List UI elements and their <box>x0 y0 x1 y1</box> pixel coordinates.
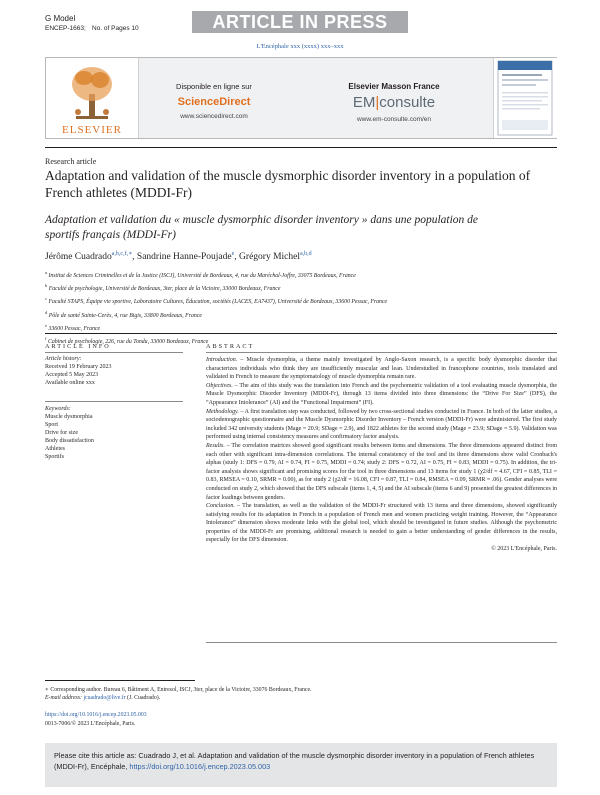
sciencedirect-box <box>139 58 289 138</box>
em-consulte-box <box>304 58 484 138</box>
keyword-item: Drive for size <box>45 430 78 436</box>
abstract-end-rule <box>206 642 557 643</box>
title-block-rule <box>45 333 557 334</box>
keyword-item: Muscle dysmorphia <box>45 414 93 420</box>
author-affil-marks[interactable]: a,b,c,f,∗ <box>111 251 133 257</box>
keyword-item: Body dissatisfaction <box>45 438 94 444</box>
affiliation-list <box>45 268 565 347</box>
email-link[interactable]: jcuadrado@live.fr <box>83 695 126 701</box>
article-in-press-banner: ARTICLE IN PRESS <box>192 11 408 33</box>
abstract-rule <box>206 352 557 353</box>
abstract-section: Introduction. – Muscle dysmorphia, a theme mainly investigated by Anglo-Saxon research, is a specific body dysmorphic disorder that characterizes individuals who think they are insufficiently muscular and lean. Understudied in francophone countries, tools translated and validated in French to measure the symptomatology of muscle dysmorphia remain rare. <box>206 357 557 381</box>
elsevier-logo-box <box>46 58 139 138</box>
article-info-rule <box>45 401 183 402</box>
email-suffix: (J. Cuadrado). <box>125 695 161 701</box>
journal-line: L'Encéphale xxx (xxxx) xxx–xxx <box>256 43 344 50</box>
article-title: Adaptation and validation of the muscle dysmorphic disorder inventory in a population of French athletes (MDDI-Fr) <box>45 168 531 200</box>
em-consulte-logo <box>304 94 484 111</box>
author-name[interactable]: Jérôme Cuadrado <box>45 252 112 263</box>
keyword-item: Sport <box>45 422 59 428</box>
email-line <box>45 695 160 701</box>
publisher-banner <box>45 57 557 139</box>
abstract-body <box>206 356 557 554</box>
email-label: E-mail address: <box>45 695 84 701</box>
affiliation-item: $^b$ Faculté de psychologie, Université de Bordeaux, 3ter, place de la Victoire, 33000 Bordeaux, France <box>45 283 281 293</box>
elsevier-tree-icon <box>68 64 116 122</box>
abstract-heading: ABSTRACT <box>206 343 255 350</box>
page-count: No. of Pages 10 <box>92 25 139 32</box>
copyright-line: © 2023 L'Encéphale, Paris. <box>491 546 557 553</box>
article-ref: ENCEP-1663; <box>45 25 86 32</box>
em-logo-left: EM <box>352 94 376 111</box>
abstract-section: Objectives. – The aim of this study was the translation into French and the psychometric validation of a tool evaluating muscle dysmorphia, the Muscle Dysmorphic Disorder Inventory (MDDI-Fr), through 13 items divided into three dimensions: the “Drive For Size” (DFS), the “Appearance Intolerance” (AI) and the “Functional Impairment” (FI). <box>206 382 557 406</box>
article-info-heading: ARTICLE INFO <box>45 343 111 350</box>
abstract-section: Conclusion. – The translation, as well as the validation of the MDDI-Fr structured with 13 items and three dimensions, showed significantly satisfying results for its adaptation in French in a population of French men and women practicing weight training. However, the “Appearance Intolerance” dimension shows moderate links with the global tool, which should be investigated in future studies. Although the psychometric properties of the MDDI-Fr are promising, additional research is needed to gain a better understanding of gender differences in the results, especially for the DFS dimension. <box>206 503 557 544</box>
journal-cover-thumbnail <box>493 58 557 138</box>
author-name[interactable]: Sandrine Hanne-Poujade <box>136 252 232 263</box>
history-item: Available online xxx <box>45 380 95 386</box>
author-list: Jérôme Cuadrado$^{a,b,c,f,∗}$, Sandrine Hanne-Poujade$^e$, Grégory Michel$^{a,b,d}$ <box>45 251 312 263</box>
history-item: Accepted 5 May 2023 <box>45 372 99 378</box>
citation-text: Please cite this article as: Cuadrado J, et al. Adaptation and validation of the muscle dysmorphic disorder inventory in a population of French athletes (MDDI-Fr), Encéphale, <box>54 751 535 771</box>
abstract-section: Results. – The correlation matrices showed good significant results between items and dimensions. The three dimensions appeared distinct from each other with significant intra-dimension correlations. The internal consistency of the tool and its three dimensions show valid Cronbach's alphas (study 1: DFS = 0.79, AI = 0.74, FI = 0.75, MDDI = 0.74; study 2: DFS = 0.72, AI = 0.75, FI = 0.83, MDDI = 0.75). In addition, the tri-factor analysis shows significant and promising scores for the tool in three dimensions and 13 items for study 1 (χ2/df = 4.67, CFI = 0.85, TLI = 0.83, RMSEA = 0.10, SRMR = 0.00), as for study 2 (χ2/df = 16.08, CFI = 0.87, TLI = 0.84, RMSEA = 0.09, SRMR = .06). Gender analyses were conducted on study 2, which showed that the DFS subscale (items 1, 4, 5) and the AI subscale (items 6 and 9) presented the greatest differences in factor loadings between genders. <box>206 442 557 501</box>
publisher-name: Elsevier Masson France <box>348 82 440 91</box>
header-rule <box>45 147 557 148</box>
author-affil-marks[interactable]: a,b,d <box>300 251 312 257</box>
author-name[interactable]: Grégory Michel <box>239 252 300 263</box>
em-logo-right: consulte <box>379 94 436 111</box>
affiliation-item: $^d$ Pôle de santé Sainte-Cerès, 4, rue Bigis, 33800 Bordeaux, France <box>45 309 202 319</box>
keyword-item: Athletes <box>45 446 65 452</box>
affiliation-item: $^a$ Institut de Sciences Criminelles et de la Justice (ISCJ), Université de Bordeaux, 4, rue du Maréchal-Joffre, 33075 Bordeaux, France <box>45 270 356 279</box>
doi-link[interactable]: https://doi.org/10.1016/j.encep.2023.05.003 <box>45 712 147 718</box>
article-type: Research article <box>45 157 97 166</box>
history-item: Received 19 February 2023 <box>45 364 112 370</box>
keywords-label: Keywords: <box>45 406 71 412</box>
sciencedirect-url[interactable]: www.sciencedirect.com <box>180 113 248 120</box>
citation-doi-link[interactable]: https://doi.org/10.1016/j.encep.2023.05.003 <box>129 762 271 771</box>
footnote-rule <box>45 680 195 681</box>
affiliation-item: $^c$ Faculté STAPS, Équipe vie sportive, Laboratoire Cultures, Éducation, sociétés (LACES, EA7437), Université de Bordeaux, 33600 Pessac, France <box>45 296 388 306</box>
history-label: Article history: <box>45 356 82 362</box>
affiliation-item: $^f$ Cabinet de psychologie, 226, rue du Tondu, 33000 Bordeaux, France <box>45 336 209 346</box>
available-online-text: Disponible en ligne sur <box>176 82 252 91</box>
keyword-item: Sportifs <box>45 454 65 460</box>
author-affil-marks[interactable]: e <box>231 251 235 257</box>
abstract-section: Methodology. – A first translation step was conducted, followed by two cross-sectional studies conducted in France. In both of the latter studies, a sociodemographic questionnaire and the Muscle Dysmorphic Disorder Inventory – French version (MDDI-Fr) were administered. The first study included 342 university students (Mage = 20.9; SDage = 2.9), and 1822 athletes for the second study (Mage = 23.9; SDage = 5.9). Validation was performed using internal consistency measures and confirmatory factor analysis. <box>206 408 557 441</box>
citation-box <box>45 743 557 787</box>
elsevier-wordmark: ELSEVIER <box>62 124 122 136</box>
sciencedirect-logo: ScienceDirect <box>177 96 251 108</box>
em-consulte-url[interactable]: www.em-consulte.com/en <box>356 116 432 123</box>
corresponding-author-note: ∗ Corresponding author. Bureau 6, Bâtiment A, Entresol, ISCJ, 3ter, place de la Victoire, 33076 Bordeaux, France. <box>45 687 312 693</box>
article-info-rule <box>45 352 183 353</box>
model-label: G Model <box>45 14 76 23</box>
article-subtitle: Adaptation et validation du « muscle dysmorphic disorder inventory » dans une population de sportifs français (MDDI-Fr) <box>45 214 479 241</box>
issn-line: 0013-7006/© 2023 L'Encéphale, Paris. <box>45 721 136 727</box>
affiliation-item: $^e$ 33600 Pessac, France <box>45 322 101 332</box>
journal-cover-icon <box>494 58 556 138</box>
em-logo-bar: | <box>375 94 380 111</box>
